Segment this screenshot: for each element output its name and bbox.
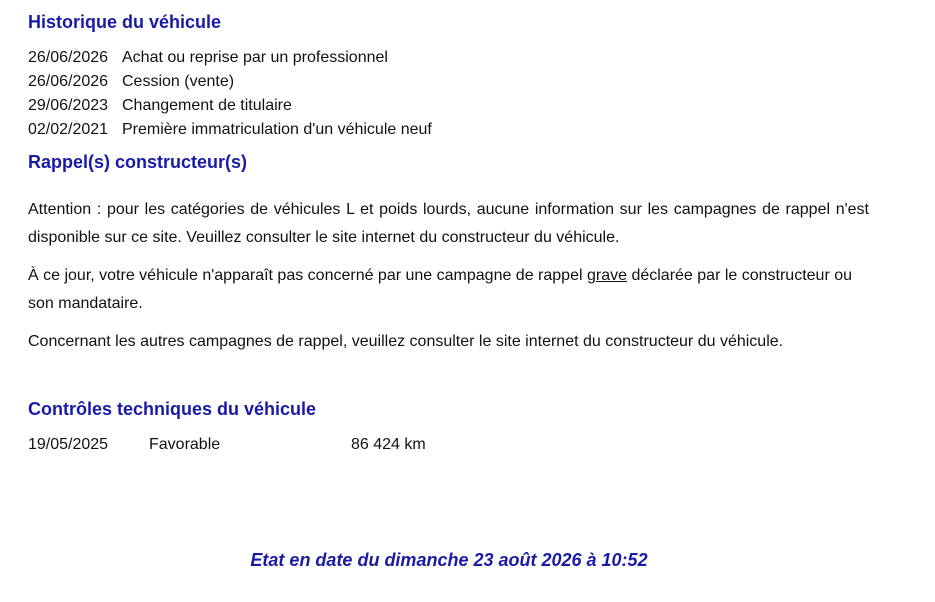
recalls-status (28, 262, 869, 318)
recalls-warning: Attention : pour les catégories de véhicules L et poids lourds, aucune information sur les campagnes de rappel n'est disponible sur ce site. Veuillez consulter le site internet du constructeur du véhicule. (28, 201, 869, 246)
recalls-status-text: À ce jour, votre véhicule n'apparaît pas concerné par une campagne de rappel (28, 267, 587, 284)
history-entry-date: 26/06/2026 (28, 49, 109, 66)
recalls-status-text-end: déclarée par le constructeur ou son mandataire. (28, 267, 853, 312)
history-entry-date: 26/06/2026 (28, 73, 109, 90)
history-entry-event: Cession (vente) (122, 73, 235, 90)
history-entry-event: Première immatriculation d'un véhicule neuf (122, 121, 432, 138)
history-entry (28, 70, 432, 94)
status-date: Etat en date du dimanche 23 août 2026 à 10:52 (250, 550, 648, 570)
history-entry (28, 118, 432, 142)
recalls-title: Rappel(s) constructeur(s) (28, 152, 248, 172)
history-list (28, 46, 432, 142)
inspection-date: 19/05/2025 (28, 436, 109, 453)
inspections-title: Contrôles techniques du véhicule (28, 399, 317, 419)
history-entry-event: Changement de titulaire (122, 97, 292, 114)
recalls-status-emphasis: grave (586, 267, 627, 284)
history-entry (28, 46, 432, 70)
history-entry-date: 02/02/2021 (28, 121, 109, 138)
history-entry-date: 29/06/2023 (28, 97, 109, 114)
history-entry-event: Achat ou reprise par un professionnel (122, 49, 388, 66)
inspection-result: Favorable (149, 436, 221, 453)
history-entry (28, 94, 432, 118)
inspection-mileage: 86 424 km (351, 436, 426, 453)
history-title: Historique du véhicule (28, 12, 222, 32)
recalls-other: Concernant les autres campagnes de rappel, veuillez consulter le site internet du constructeur du véhicule. (28, 333, 784, 350)
